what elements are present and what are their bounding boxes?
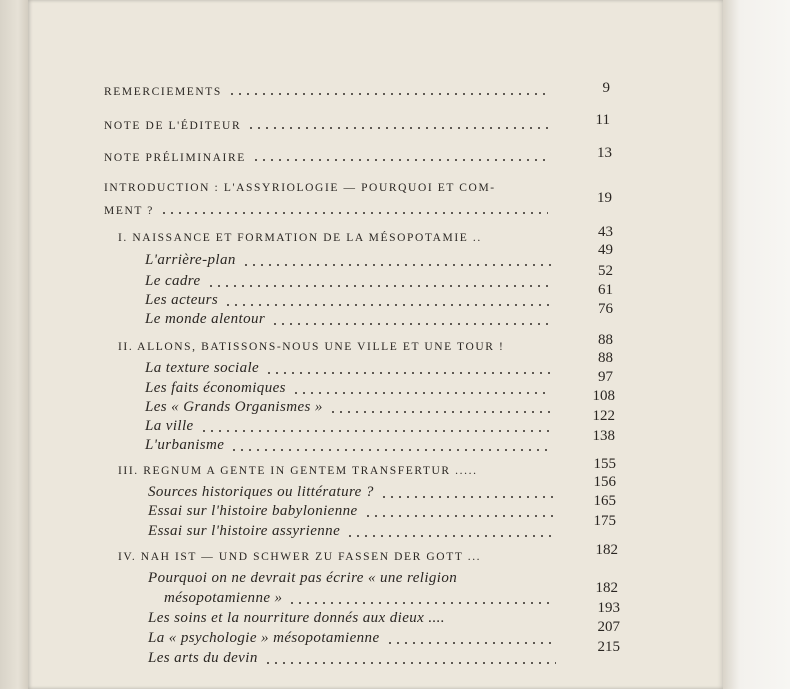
section-entry: [164, 590, 560, 607]
section-entry-line1: [148, 570, 457, 587]
dot-leader: [200, 430, 551, 432]
chapter-heading: [118, 341, 504, 353]
section-title: L'arrière-plan: [145, 252, 236, 268]
section-page: 215: [597, 639, 620, 655]
dot-leader: [292, 392, 551, 394]
dot-leader: [247, 127, 548, 129]
section-entry: [145, 292, 557, 309]
section-entry: [148, 650, 562, 667]
dot-leader: [252, 159, 548, 161]
chapter-title: IV. NAH IST — UND SCHWER ZU FASSEN DER GOTT ...: [118, 551, 482, 563]
toc-entry-title: REMERCIEMENTS: [104, 86, 222, 98]
section-title: Essai sur l'histoire babylonienne: [148, 503, 358, 519]
section-entry: [145, 311, 557, 328]
section-entry: [145, 252, 557, 269]
chapter-page: 182: [595, 542, 618, 558]
toc-entry-title: NOTE DE L'ÉDITEUR: [104, 120, 242, 132]
dot-leader: [364, 515, 554, 517]
section-page: 138: [592, 428, 615, 444]
chapter-title: III. REGNUM A GENTE IN GENTEM TRANSFERTUR .....: [118, 465, 478, 477]
toc-entry-page: 19: [597, 190, 612, 206]
dot-leader: [160, 212, 548, 214]
dot-leader: [265, 372, 551, 374]
toc-entry-intro-line2: [104, 205, 554, 217]
dot-leader: [346, 535, 554, 537]
section-entry: [148, 484, 560, 501]
section-entry: [148, 610, 445, 627]
toc-entry: [104, 120, 554, 132]
section-title: L'urbanisme: [145, 437, 225, 453]
section-title: Sources historiques ou littérature ?: [148, 484, 374, 500]
section-page: 52: [598, 263, 613, 279]
dot-leader: [288, 602, 554, 604]
dot-leader: [230, 449, 551, 451]
chapter-heading: [118, 551, 481, 563]
section-entry: [148, 503, 560, 520]
dot-leader: [264, 662, 556, 664]
section-title: Les arts du devin: [148, 650, 258, 666]
section-page: 108: [592, 388, 615, 404]
section-entry: [145, 380, 557, 397]
chapter-title: I. NAISSANCE ET FORMATION DE LA MÉSOPOTAMIE ..: [118, 232, 482, 244]
dot-leader: [271, 323, 551, 325]
section-entry: [145, 437, 557, 454]
toc-entry-page: 13: [597, 145, 612, 161]
section-title: mésopotamienne »: [164, 590, 283, 606]
section-title: Les soins et la nourriture donnés aux dieux ....: [148, 610, 445, 626]
section-title: La ville: [145, 418, 194, 434]
section-entry: [148, 523, 560, 540]
dot-leader: [224, 304, 551, 306]
chapter-page: 155: [593, 456, 616, 472]
chapter-title: II. ALLONS, BATISSONS-NOUS UNE VILLE ET UNE TOUR !: [118, 341, 505, 353]
dot-leader: [228, 93, 548, 95]
section-title: La « psychologie » mésopotamienne: [148, 630, 380, 646]
section-entry: [145, 418, 557, 435]
toc-entry: [104, 86, 554, 98]
dot-leader: [242, 264, 551, 266]
chapter-page: 88: [598, 332, 613, 348]
section-page: 49: [598, 242, 613, 258]
section-page: 97: [598, 369, 613, 385]
chapter-heading: [118, 232, 482, 244]
dot-leader: [207, 285, 551, 287]
toc-entry-title: NOTE PRÉLIMINAIRE: [104, 152, 246, 164]
dot-leader: [380, 496, 554, 498]
toc-entry: [104, 152, 554, 164]
chapter-heading: [118, 465, 478, 477]
section-title: Pourquoi on ne devrait pas écrire « une religion: [148, 570, 458, 586]
section-title: Les faits économiques: [145, 380, 286, 396]
section-page: 61: [598, 282, 613, 298]
dot-leader: [386, 642, 557, 644]
toc-entry-title: MENT ?: [104, 205, 154, 217]
dot-leader: [329, 411, 551, 413]
section-page: 207: [597, 619, 620, 635]
section-title: Essai sur l'histoire assyrienne: [148, 523, 341, 539]
section-entry: [145, 399, 557, 416]
section-page: 122: [592, 408, 615, 424]
section-title: La texture sociale: [145, 360, 260, 376]
section-entry: [145, 360, 557, 377]
section-page: 156: [593, 474, 616, 490]
toc-entry-intro-line1: [104, 182, 496, 194]
toc-entry-page: 9: [602, 80, 610, 96]
chapter-page: 43: [598, 224, 613, 240]
section-entry: [148, 630, 562, 647]
section-title: Le cadre: [145, 273, 201, 289]
section-title: Le monde alentour: [145, 311, 266, 327]
section-title: Les acteurs: [145, 292, 219, 308]
toc-entry-title: INTRODUCTION : L'ASSYRIOLOGIE — POURQUOI ET COM-: [104, 182, 496, 194]
section-page: 193: [597, 600, 620, 616]
section-page: 76: [598, 301, 613, 317]
section-title: Les « Grands Organismes »: [145, 399, 323, 415]
section-page: 182: [595, 580, 618, 596]
section-page: 165: [593, 493, 616, 509]
section-page: 88: [598, 350, 613, 366]
section-entry: [145, 273, 557, 290]
section-page: 175: [593, 513, 616, 529]
toc-entry-page: 11: [595, 112, 610, 128]
